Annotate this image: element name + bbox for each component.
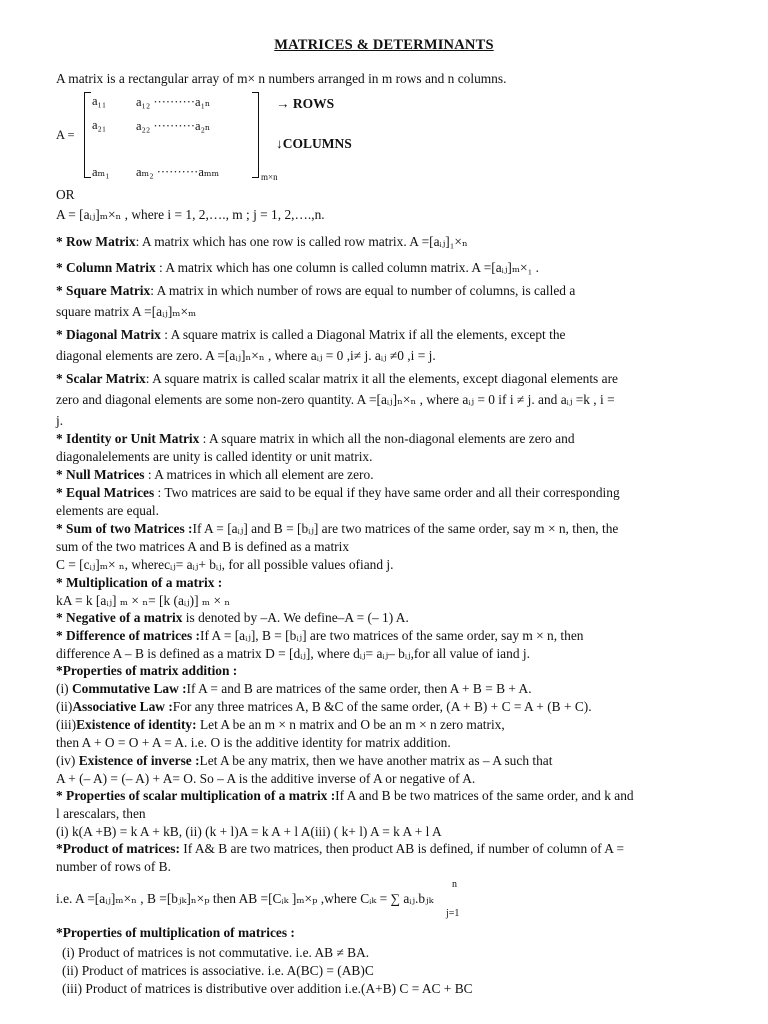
row-matrix-heading: * Row Matrix	[56, 234, 136, 249]
commutative-law-heading: Commutative Law :	[72, 681, 187, 696]
negative-matrix-text: is denoted by –A. We define–A = (– 1) A.	[182, 610, 409, 625]
sum-matrix-line-2: sum of the two matrices A and B is defined as a matrix	[56, 539, 350, 554]
existence-inverse-line-2: A + (– A) = (– A) + A= O. So – A is the additive inverse of A or negative of A.	[56, 771, 476, 786]
scalar-properties-line	[56, 787, 738, 804]
matrix-definition: A = [aᵢⱼ]ₘ×ₙ , where i = 1, 2,…., m ; j = 1, 2,….,n.	[56, 207, 325, 222]
multiplication-properties-heading	[56, 924, 738, 941]
scalar-matrix-line	[56, 370, 738, 387]
left-bracket	[84, 92, 91, 178]
row-matrix-text: : A matrix which has one row is called row matrix. A =[aᵢⱼ]₁×ₙ	[135, 234, 468, 249]
identity-matrix-text: : A square matrix in which all the non-diagonal elements are zero and	[199, 431, 575, 446]
diagonal-matrix-line	[56, 326, 738, 343]
square-matrix-line	[56, 282, 738, 299]
scalar-properties-line-3: (i) k(A +B) = k A + kB, (ii) (k + l)A = k A + l A(iii) ( k+ l) A = k A + l A	[56, 824, 442, 839]
cell-a21: a₂₁	[92, 118, 107, 132]
product-heading: *Product of matrices:	[56, 841, 180, 856]
multiplication-property-2: (ii) Product of matrices is associative. i.e. A(BC) = (AB)C	[62, 963, 374, 978]
diagonal-matrix-text: : A square matrix is called a Diagonal Matrix if all the elements, except the	[160, 327, 566, 342]
intro-text: A matrix is a rectangular array of m× n numbers arranged in m rows and n columns.	[56, 71, 507, 86]
column-matrix-line	[56, 259, 738, 276]
multiplication-formula: kA = k [aᵢⱼ] ₘ × ₙ= [k (aᵢⱼ)] ₘ × ₙ	[56, 593, 231, 608]
addition-properties-heading-text: *Properties of matrix addition :	[56, 663, 238, 678]
null-matrix-line	[56, 466, 738, 483]
difference-line-2: difference A – B is defined as a matrix D = [dᵢⱼ], where dᵢⱼ= aᵢⱼ– bᵢⱼ,for all value of iand j.	[56, 646, 530, 661]
existence-identity-number: (iii)	[56, 717, 77, 732]
existence-inverse-heading: Existence of inverse :	[78, 753, 200, 768]
column-matrix-heading: * Column Matrix	[56, 260, 156, 275]
existence-inverse-number: (iv)	[56, 753, 79, 768]
null-matrix-heading: * Null Matrices	[56, 467, 145, 482]
scalar-properties-text: If A and B be two matrices of the same order, and k and	[335, 788, 634, 803]
equal-matrix-line-2: elements are equal.	[56, 503, 159, 518]
product-line	[56, 840, 738, 857]
addition-properties-heading	[56, 662, 738, 679]
associative-law-number: (ii)	[56, 699, 73, 714]
multiplication-heading-text: * Multiplication of a matrix :	[56, 575, 223, 590]
row-matrix-line	[56, 233, 738, 250]
scalar-matrix-line-3: j.	[56, 413, 64, 428]
commutative-law-line	[56, 680, 738, 697]
sigma-lower-limit: j=1	[446, 908, 460, 919]
scalar-properties-line-2: l arescalars, then	[56, 806, 146, 821]
commutative-law-number: (i)	[56, 681, 72, 696]
negative-matrix-heading: * Negative of a matrix	[56, 610, 183, 625]
diagonal-matrix-heading: * Diagonal Matrix	[56, 327, 161, 342]
product-line-2: number of rows of B.	[56, 859, 171, 874]
associative-law-text: For any three matrices A, B &C of the same order, (A + B) + C = A + (B + C).	[172, 699, 592, 714]
column-matrix-text: : A matrix which has one column is called column matrix. A =[aᵢⱼ]ₘ×₁ .	[155, 260, 539, 275]
sum-matrix-text: If A = [aᵢⱼ] and B = [bᵢⱼ] are two matrices of the same order, say m × n, then, the	[192, 521, 619, 536]
existence-inverse-text: Let A be any matrix, then we have another matrix as – A such that	[199, 753, 553, 768]
equal-matrix-line	[56, 484, 738, 501]
product-formula: i.e. A =[aᵢⱼ]ₘ×ₙ , B =[bⱼₖ]ₙ×ₚ then AB =[Cᵢₖ ]ₘ×ₚ ,where Cᵢₖ = ∑ aᵢⱼ.bⱼₖ	[56, 891, 434, 906]
scalar-matrix-text: : A square matrix is called scalar matrix it all the elements, except diagonal elements are	[145, 371, 618, 386]
matrix-lhs: A =	[56, 128, 75, 142]
cell-a22-a2n: a₂₂ ··········a₂ₙ	[136, 119, 211, 133]
square-matrix-heading: * Square Matrix	[56, 283, 151, 298]
scalar-matrix-heading: * Scalar Matrix	[56, 371, 146, 386]
difference-heading: * Difference of matrices :	[56, 628, 201, 643]
general-matrix	[56, 88, 476, 188]
square-matrix-line-2: square matrix A =[aᵢⱼ]ₘ×ₘ	[56, 304, 197, 319]
multiplication-property-1: (i) Product of matrices is not commutative. i.e. AB ≠ BA.	[62, 945, 370, 960]
scalar-properties-heading: * Properties of scalar multiplication of a matrix :	[56, 788, 336, 803]
sum-matrix-heading: * Sum of two Matrices :	[56, 521, 193, 536]
existence-identity-heading: Existence of identity:	[76, 717, 197, 732]
multiplication-property-3: (iii) Product of matrices is distributive over addition i.e.(A+B) C = AC + BC	[62, 981, 473, 996]
identity-matrix-line	[56, 430, 738, 447]
multiplication-properties-heading-text: *Properties of multiplication of matrices :	[56, 925, 295, 940]
scalar-matrix-line-2: zero and diagonal elements are some non-zero quantity. A =[aᵢⱼ]ₙ×ₙ , where aᵢⱼ = 0 if i ≠ j. and aᵢⱼ =k , i =	[56, 392, 615, 407]
existence-identity-line-2: then A + O = O + A = A. i.e. O is the additive identity for matrix addition.	[56, 735, 451, 750]
sum-matrix-line	[56, 520, 738, 537]
cell-am1: aₘ₁	[92, 165, 110, 179]
product-text: If A& B are two matrices, then product AB is defined, if number of column of A =	[179, 841, 625, 856]
or-text: OR	[56, 187, 75, 202]
multiplication-heading	[56, 574, 738, 591]
columns-label: ↓COLUMNS	[276, 136, 352, 151]
associative-law-line	[56, 698, 738, 715]
difference-text: If A = [aᵢⱼ], B = [bᵢⱼ] are two matrices of the same order, say m × n, then	[200, 628, 584, 643]
matrix-order-subscript: m×n	[261, 172, 278, 182]
existence-inverse-line	[56, 752, 738, 769]
cell-am2-amm: aₘ₂ ··········aₘₘ	[136, 165, 220, 179]
null-matrix-text: : A matrices in which all element are zero.	[144, 467, 374, 482]
difference-line	[56, 627, 738, 644]
cell-a11: a₁₁	[92, 94, 107, 108]
page-title: MATRICES & DETERMINANTS	[274, 37, 494, 53]
existence-identity-text: Let A be an m × n matrix and O be an m × n zero matrix,	[196, 717, 505, 732]
existence-identity-line	[56, 716, 738, 733]
equal-matrix-heading: * Equal Matrices	[56, 485, 155, 500]
equal-matrix-text: : Two matrices are said to be equal if they have same order and all their corresponding	[154, 485, 620, 500]
square-matrix-text: : A matrix in which number of rows are equal to number of columns, is called a	[150, 283, 576, 298]
associative-law-heading: Associative Law :	[72, 699, 173, 714]
identity-matrix-heading: * Identity or Unit Matrix	[56, 431, 200, 446]
rows-label: → ROWS	[276, 96, 335, 111]
identity-matrix-line-2: diagonalelements are unity is called identity or unit matrix.	[56, 449, 373, 464]
negative-matrix-line	[56, 609, 738, 626]
sigma-upper-limit: n	[452, 879, 457, 890]
sum-matrix-line-3: C = [cᵢⱼ]ₘ× ₙ, wherecᵢⱼ= aᵢⱼ+ bᵢⱼ, for all possible values ofiand j.	[56, 557, 394, 572]
cell-a12-a1n: a₁₂ ··········a₁ₙ	[136, 95, 211, 109]
right-bracket	[252, 92, 259, 178]
commutative-law-text: If A = and B are matrices of the same order, then A + B = B + A.	[186, 681, 532, 696]
diagonal-matrix-line-2: diagonal elements are zero. A =[aᵢⱼ]ₙ×ₙ , where aᵢⱼ = 0 ,i≠ j. aᵢⱼ ≠0 ,i = j.	[56, 348, 436, 363]
